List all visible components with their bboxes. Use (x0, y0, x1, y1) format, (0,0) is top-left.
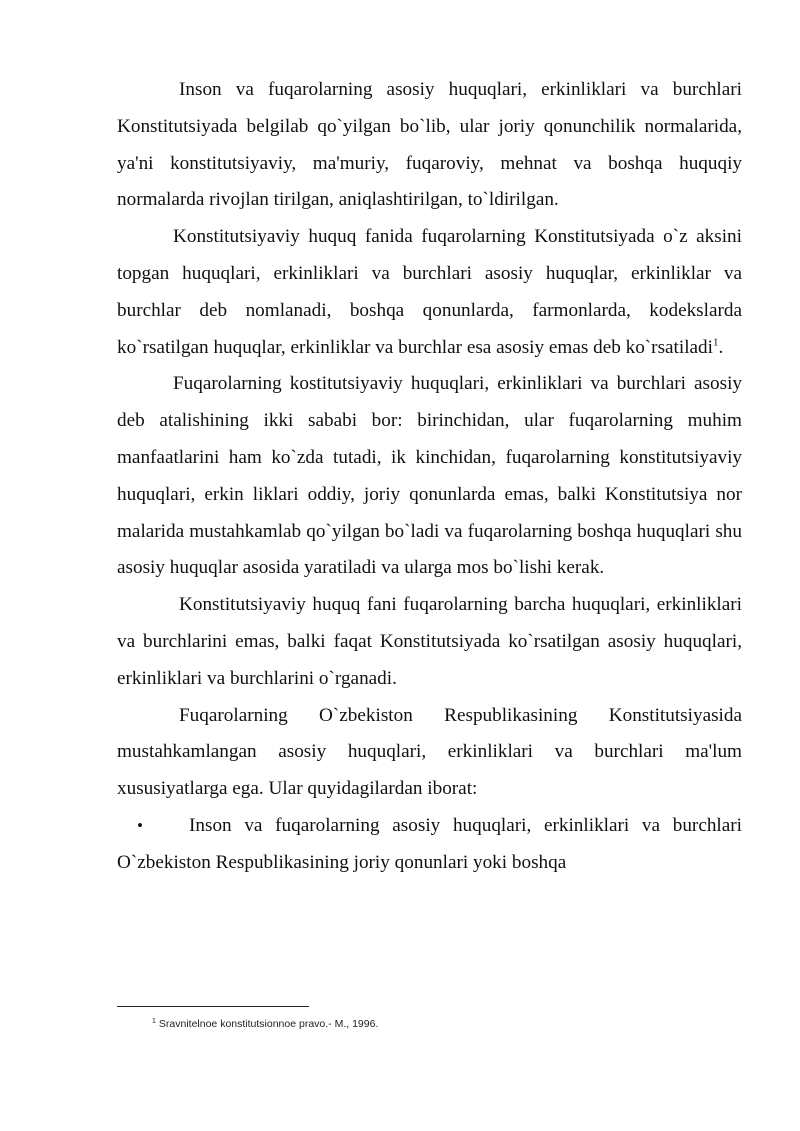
body-text (117, 72, 742, 882)
paragraph-4: Konstitutsiyaviy huquq fani fuqarolarning barcha huquqlari, erkinliklari va burchlarini emas, balki faqat Konstitutsiyada ko`rsatilgan asosiy huquqlari, erkinliklari va burchlarini o`rganadi. (117, 594, 742, 689)
bullet-icon: • (137, 815, 143, 835)
paragraph-3: Fuqarolarning kostitutsiyaviy huquqlari, erkinliklari va burchlari asosiy deb atalishining ikki sababi bor: birinchidan, ular fuqarolarning muhim manfaatlarini ham ko`zda tutadi, ik kinchidan, fuqarolarning konstitutsiyaviy huquqlari, erkin liklari oddiy, joriy qonunlarda emas, balki Konstitutsiya nor malarida mustahkamlab qo`yilgan bo`ladi va fuqarolarning boshqa huquqlari shu asosiy huquqlar asosida yaratiladi va ularga mos bo`lishi kerak. (117, 373, 742, 579)
paragraph-2-end: . (718, 336, 724, 358)
paragraph-2-text: Konstitutsiyaviy huquq fanida fuqarolarning Konstitutsiyada o`z aksini topgan huquqlari, erkinliklari va burchlari asosiy huquqlar, erkinliklar va burchlar deb nomlanadi, boshqa qonunlarda, farmonlarda, kodekslarda ko`rsatilgan huquqlar, erkinliklar va burchlar esa asosiy emas deb ko`rsatiladi (117, 226, 742, 358)
footnote (152, 1018, 378, 1030)
paragraph-2 (117, 219, 742, 366)
bullet-item (117, 808, 742, 882)
paragraph-1: Inson va fuqarolarning asosiy huquqlari, erkinliklari va burchlari Konstitutsiyada belgilab qo`yilgan bo`lib, ular joriy qonunchilik normalarida, ya'ni konstitutsiyaviy, ma'muriy, fuqaroviy, mehnat va boshqa huquqiy normalarda rivojlan tirilgan, aniqlashtirilgan, to`ldirilgan. (117, 79, 742, 211)
footnote-separator (117, 1006, 309, 1007)
paragraph-5: Fuqarolarning O`zbekiston Respublikasining Konstitutsiyasida mustahkamlangan asosiy huquqlari, erkinliklari va burchlari ma'lum xususiyatlarga ega. Ular quyidagilardan iborat: (117, 704, 742, 800)
footnote-text: Sravnitelnoe konstitutsionnoe pravo.- M., 1996. (158, 1018, 379, 1030)
footnote-reference[interactable]: 1 (712, 336, 719, 349)
footnote-number: 1 (152, 1017, 156, 1025)
bullet-item-text: Inson va fuqarolarning asosiy huquqlari, erkinliklari va burchlari O`zbekiston Respublikasining joriy qonunlari yoki boshqa (117, 814, 742, 873)
